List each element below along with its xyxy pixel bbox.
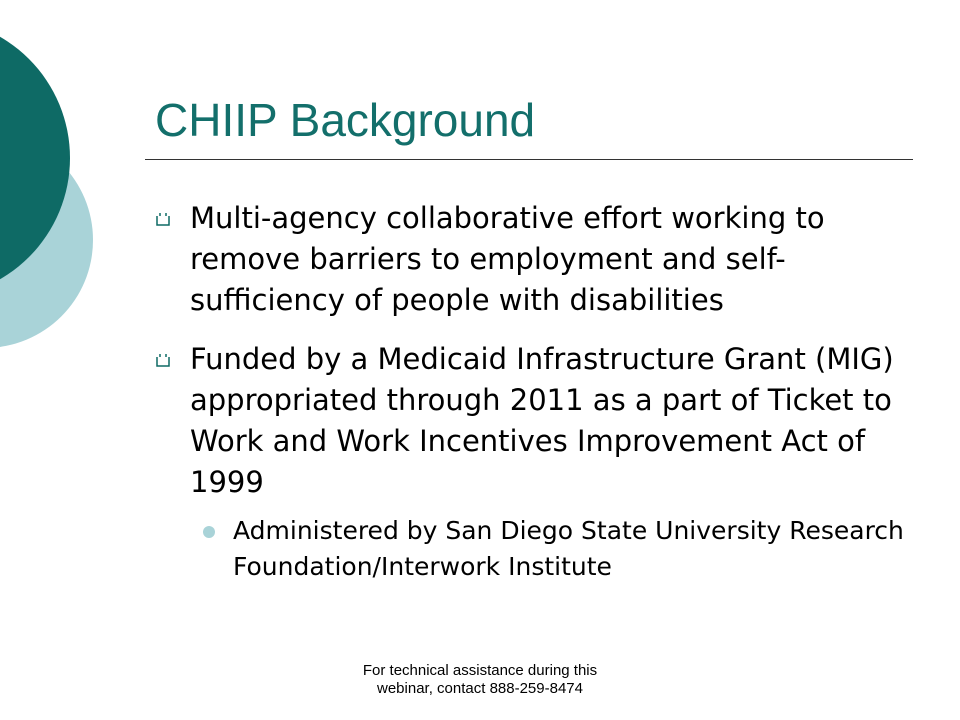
bullet-item xyxy=(155,198,925,321)
sub-bullet-item xyxy=(155,513,925,585)
sub-bullet-text: Administered by San Diego State University Research Foundation/Interwork Institute xyxy=(233,516,904,581)
bullet-list xyxy=(155,198,925,585)
title-divider xyxy=(145,159,913,160)
bullet-text: Funded by a Medicaid Infrastructure Grant (MIG) appropriated through 2011 as a part of Ticket to Work and Work Incentives Improvement Act of 1999 xyxy=(190,342,894,499)
open-square-bullet-icon xyxy=(155,211,171,227)
slide-title: CHIIP Background xyxy=(155,94,536,146)
bullet-text: Multi-agency collaborative effort working to remove barriers to employment and self-sufficiency of people with disabilities xyxy=(190,201,825,317)
footer-line-1: For technical assistance during this xyxy=(362,662,598,679)
footer-note xyxy=(300,662,660,698)
open-square-bullet-icon xyxy=(155,352,171,368)
bullet-item xyxy=(155,339,925,503)
filled-circle-bullet-icon xyxy=(203,526,215,538)
footer-line-2: webinar, contact 888-259-8474 xyxy=(377,680,583,697)
